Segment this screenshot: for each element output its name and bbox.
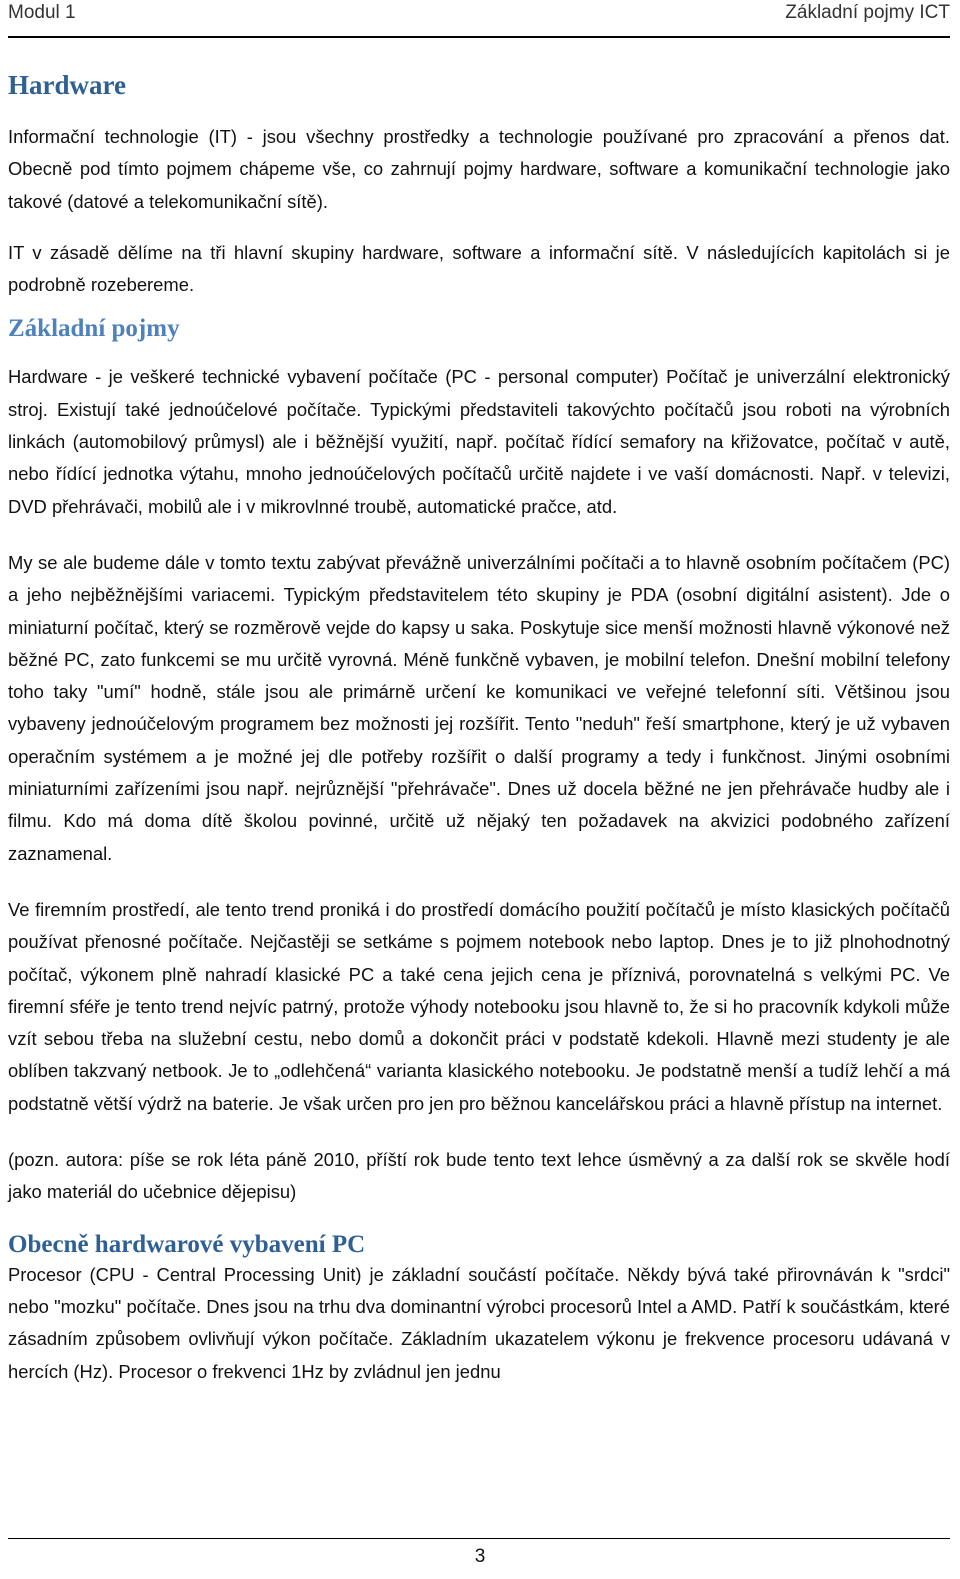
paragraph-hardware-definition: Hardware - je veškeré technické vybavení počítače (PC - personal computer) Počítač je univerzální elektronický stroj. Existují také jednoúčelové počítače. Typickými představiteli takovýchto počítačů jsou roboti na výrobních linkách (automobilový průmysl) ale i běžnější využití, např. počítač řídící semafory na křižovatce, počítač v autě, nebo řídící jednotka výtahu, mnoho jednoúčelových počítačů určitě najdete i ve vaší domácnosti. Např. v televizi, DVD přehrávači, mobilů ale i v mikrovlnné troubě, automatické pračce, atd.	[8, 366, 950, 517]
paragraph-it-groups: IT v zásadě dělíme na tři hlavní skupiny hardware, software a informační sítě. V následujících kapitolách si je podrobně rozebereme.	[8, 241, 950, 296]
header-topic: Základní pojmy ICT	[785, 2, 950, 23]
heading-hardware: Hardware	[8, 70, 126, 100]
paragraph-notebooks: Ve firemním prostředí, ale tento trend proniká i do prostředí domácího použití počítačů je místo klasických počítačů používat přenosné počítače. Nejčastěji se setkáme s pojmem notebook nebo laptop. Dnes je to již plnohodnotný počítač, výkonem plně nahradí klasické PC a také cena jejich cena je příznivá, porovnatelná s velkými PC. Ve firemní sféře je tento trend nejvíc patrný, protože výhody notebooku jsou hlavně to, že si ho pracovník kdykoli může vzít sebou třeba na služební cestu, nebo domů a dokončit práci v podstatě kdekoli. Hlavně mezi studenty je ale oblíben takzvaný netbook. Je to „odlehčená“ varianta klasického notebooku. Je podstatně menší a tudíž lehčí a má podstatně větší výdrž na baterie. Je však určen pro jen pro běžnou kancelářskou práci a hlavně přístup na internet.	[8, 898, 950, 1114]
paragraph-personal-computers: My se ale budeme dále v tomto textu zabývat převážně univerzálními počítači a to hlavně osobním počítačem (PC) a jeho nejběžnějšími variacemi. Typickým představitelem této skupiny je PDA (osobní digitální asistent). Jde o miniaturní počítač, který se rozměrově vejde do kapsy u saka. Poskytuje sice menší možnosti hlavně výkonové než běžné PC, zato funkcemi se mu určitě vyrovná. Méně funkčně vybaven, je mobilní telefon. Dnešní mobilní telefony toho taky "umí" hodně, stále jsou ale primárně určení ke komunikaci ve veřejné telefonní síti. Většinou jsou vybaveny jednoúčelovým programem bez možnosti jej rozšířit. Tento "neduh" řeší smartphone, který je už vybaven operačním systémem a je možné jej dle potřeby rozšířit o další programy a tedy i funkčnost. Jinými osobními miniaturními zařízeními jsou např. nejrůznější "přehrávače". Dnes už docela běžné ne jen přehrávače hudby ale i filmu. Kdo má doma dítě školou povinné, určitě už nějaký ten požadavek na akvizici podobného zařízení zaznamenal.	[8, 551, 950, 864]
header-divider	[8, 36, 950, 38]
document-body	[8, 70, 950, 1388]
heading-basic-terms: Základní pojmy	[8, 315, 180, 343]
paragraph-author-note: (pozn. autora: píše se rok léta páně 2010, příští rok bude tento text lehce úsměvný a za další rok se skvěle hodí jako materiál do učebnice dějepisu)	[8, 1149, 950, 1203]
page-header	[8, 0, 950, 38]
paragraph-it-definition: Informační technologie (IT) - jsou všechny prostředky a technologie používané pro zpracování a přenos dat. Obecně pod tímto pojmem chápeme vše, co zahrnují pojmy hardware, software a komunikační technologie jako takové (datové a telekomunikační sítě).	[8, 126, 950, 212]
heading-pc-hardware: Obecně hardwarové vybavení PC	[8, 1230, 366, 1258]
paragraph-processor: Procesor (CPU - Central Processing Unit) je základní součástí počítače. Někdy bývá také přirovnáván k "srdci" nebo "mozku" počítače. Dnes jsou na trhu dva dominantní výrobci procesorů Intel a AMD. Patří k součástkám, které zásadním způsobem ovlivňují výkon počítače. Základním ukazatelem výkonu je frekvence procesoru udávaná v hercích (Hz). Procesor o frekvenci 1Hz by zvládnul jen jednu	[8, 1263, 950, 1382]
header-module: Modul 1	[8, 2, 76, 23]
page-number: 3	[474, 1546, 486, 1567]
footer-divider	[8, 1538, 950, 1539]
